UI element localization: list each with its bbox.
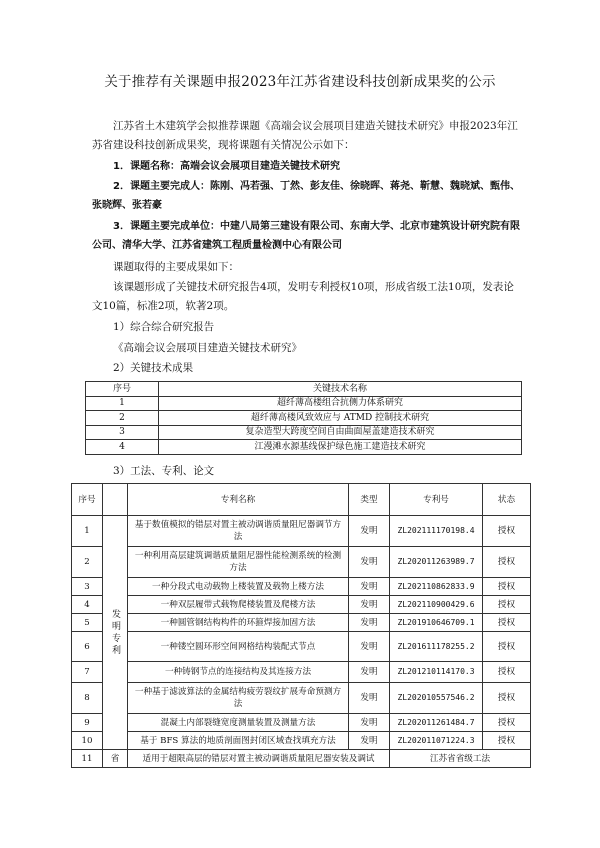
column-header <box>103 484 128 516</box>
table-row <box>86 440 522 455</box>
patent-number: ZL201910646709.1 <box>390 614 483 632</box>
patent-type: 发明 <box>349 683 390 714</box>
patent-status: 授权 <box>483 516 531 547</box>
patent-table <box>71 483 531 768</box>
section-2-heading: 2）关键技术成果 <box>113 362 194 374</box>
item-main-contributors: 2．课题主要完成人：陈刚、冯若强、丁然、彭友佳、徐晓晖、蒋尧、靳慧、魏晓斌、甄伟、张晓辉、张若豪 <box>92 181 520 211</box>
patent-status: 授权 <box>483 547 531 578</box>
patent-name: 一种分段式电动载物上楼装置及载物上楼方法 <box>128 578 349 596</box>
patent-status: 授权 <box>483 632 531 662</box>
patent-number: ZL202011071224.3 <box>390 732 483 750</box>
results-intro: 课题取得的主要成果如下： <box>113 261 239 273</box>
patent-status: 授权 <box>483 596 531 614</box>
table-row <box>72 714 531 732</box>
row-number: 1 <box>86 396 159 411</box>
column-header: 状态 <box>483 484 531 516</box>
patent-name: 基于数值模拟的错层对置主被动调谐质量阻尼器调节方法 <box>128 516 349 547</box>
row-number: 5 <box>72 614 103 632</box>
patent-status: 授权 <box>483 614 531 632</box>
patent-status: 授权 <box>483 578 531 596</box>
row-number: 2 <box>86 411 159 426</box>
results-summary: 该课题形成了关键技术研究报告4项，发明专利授权10项，形成省级工法10项，发表论文10篇，标准2项，软著2项。 <box>92 281 514 312</box>
page-title: 关于推荐有关课题申报2023年江苏省建设科技创新成果奖的公示 <box>104 74 496 90</box>
patent-number: ZL202011263989.7 <box>390 547 483 578</box>
column-header: 序号 <box>72 484 103 516</box>
patent-name: 一种利用高层建筑调谐质量阻尼器性能检测系统的检测方法 <box>128 547 349 578</box>
row-number: 3 <box>72 578 103 596</box>
patent-name: 混凝土内部裂缝宽度测量装置及测量方法 <box>128 714 349 732</box>
patent-type: 发明 <box>349 614 390 632</box>
patent-name: 基于 BFS 算法的地质剖面图封闭区域查找填充方法 <box>128 732 349 750</box>
row-number: 3 <box>86 425 159 440</box>
row-number: 6 <box>72 632 103 662</box>
table-row <box>72 632 531 662</box>
table-row <box>72 596 531 614</box>
patent-type: 发明 <box>349 596 390 614</box>
table-row <box>72 578 531 596</box>
table-row <box>72 732 531 750</box>
patent-number: ZL201611178255.2 <box>390 632 483 662</box>
patent-name: 一种双层履带式载物爬楼装置及爬楼方法 <box>128 596 349 614</box>
row-number: 9 <box>72 714 103 732</box>
patent-number: ZL202010557546.2 <box>390 683 483 714</box>
patent-type: 发明 <box>349 714 390 732</box>
section-1-report: 《高端会议会展项目建造关键技术研究》 <box>113 342 302 354</box>
patent-name: 一种基于滤波算法的金属结构疲劳裂纹扩展寿命预测方法 <box>128 683 349 714</box>
table-row <box>72 683 531 714</box>
patent-type: 发明 <box>349 516 390 547</box>
category-cell: 发明专利 <box>103 516 128 750</box>
patent-status: 授权 <box>483 732 531 750</box>
row-number: 4 <box>72 596 103 614</box>
patent-number: ZL201210114170.3 <box>390 662 483 683</box>
section-3-heading: 3）工法、专利、论文 <box>113 465 215 477</box>
item-main-units: 3．课题主要完成单位：中建八局第三建设有限公司、东南大学、北京市建筑设计研究院有限公司、清华大学、江苏省建筑工程质量检测中心有限公司 <box>92 221 520 251</box>
method-level: 江苏省省级工法 <box>390 750 531 768</box>
patent-number: ZL202011261484.7 <box>390 714 483 732</box>
column-header: 专利号 <box>390 484 483 516</box>
patent-number: ZL202110862833.9 <box>390 578 483 596</box>
tech-name: 复杂造型大跨度空间自由曲面屋盖建造技术研究 <box>159 425 522 440</box>
table-row <box>72 614 531 632</box>
patent-status: 授权 <box>483 714 531 732</box>
key-tech-table <box>85 381 522 455</box>
patent-type: 发明 <box>349 632 390 662</box>
row-number: 11 <box>72 750 103 768</box>
item-topic-name: 1．课题名称：高端会议会展项目建造关键技术研究 <box>113 161 340 172</box>
table-row <box>72 750 531 768</box>
section-1-heading: 1）综合综合研究报告 <box>113 321 215 333</box>
patent-type: 发明 <box>349 547 390 578</box>
table-row <box>72 662 531 683</box>
table-row <box>86 411 522 426</box>
table-row <box>72 516 531 547</box>
column-header: 序号 <box>86 382 159 397</box>
column-header: 关键技术名称 <box>159 382 522 397</box>
patent-number: ZL202110900429.6 <box>390 596 483 614</box>
patent-name: 一种镂空圆环形空间网格结构装配式节点 <box>128 632 349 662</box>
table-row <box>86 425 522 440</box>
table-header-row <box>86 382 522 397</box>
method-name: 适用于超限高层的错层对置主被动调谐质量阻尼器安装及调试 <box>128 750 390 768</box>
table-header-row <box>72 484 531 516</box>
patent-status: 授权 <box>483 683 531 714</box>
patent-name: 一种圆管钢结构构件的环箍焊接加固方法 <box>128 614 349 632</box>
patent-type: 发明 <box>349 662 390 683</box>
row-number: 1 <box>72 516 103 547</box>
patent-status: 授权 <box>483 662 531 683</box>
tech-name: 江漫滩水源基线保护绿色施工建造技术研究 <box>159 440 522 455</box>
tech-name: 超纤薄高楼组合抗侧力体系研究 <box>159 396 522 411</box>
patent-type: 发明 <box>349 732 390 750</box>
table-row <box>86 396 522 411</box>
column-header: 类型 <box>349 484 390 516</box>
category-cell: 省 <box>103 750 128 768</box>
table-row <box>72 547 531 578</box>
row-number: 7 <box>72 662 103 683</box>
row-number: 2 <box>72 547 103 578</box>
patent-type: 发明 <box>349 578 390 596</box>
patent-name: 一种铸钢节点的连接结构及其连接方法 <box>128 662 349 683</box>
column-header: 专利名称 <box>128 484 349 516</box>
row-number: 10 <box>72 732 103 750</box>
row-number: 4 <box>86 440 159 455</box>
row-number: 8 <box>72 683 103 714</box>
patent-number: ZL202111170198.4 <box>390 516 483 547</box>
tech-name: 超纤薄高楼风致效应与 ATMD 控制技术研究 <box>159 411 522 426</box>
intro-paragraph: 江苏省土木建筑学会拟推荐课题《高端会议会展项目建造关键技术研究》申报2023年江苏省建设科技创新成果奖，现将课题有关情况公示如下： <box>92 120 518 151</box>
